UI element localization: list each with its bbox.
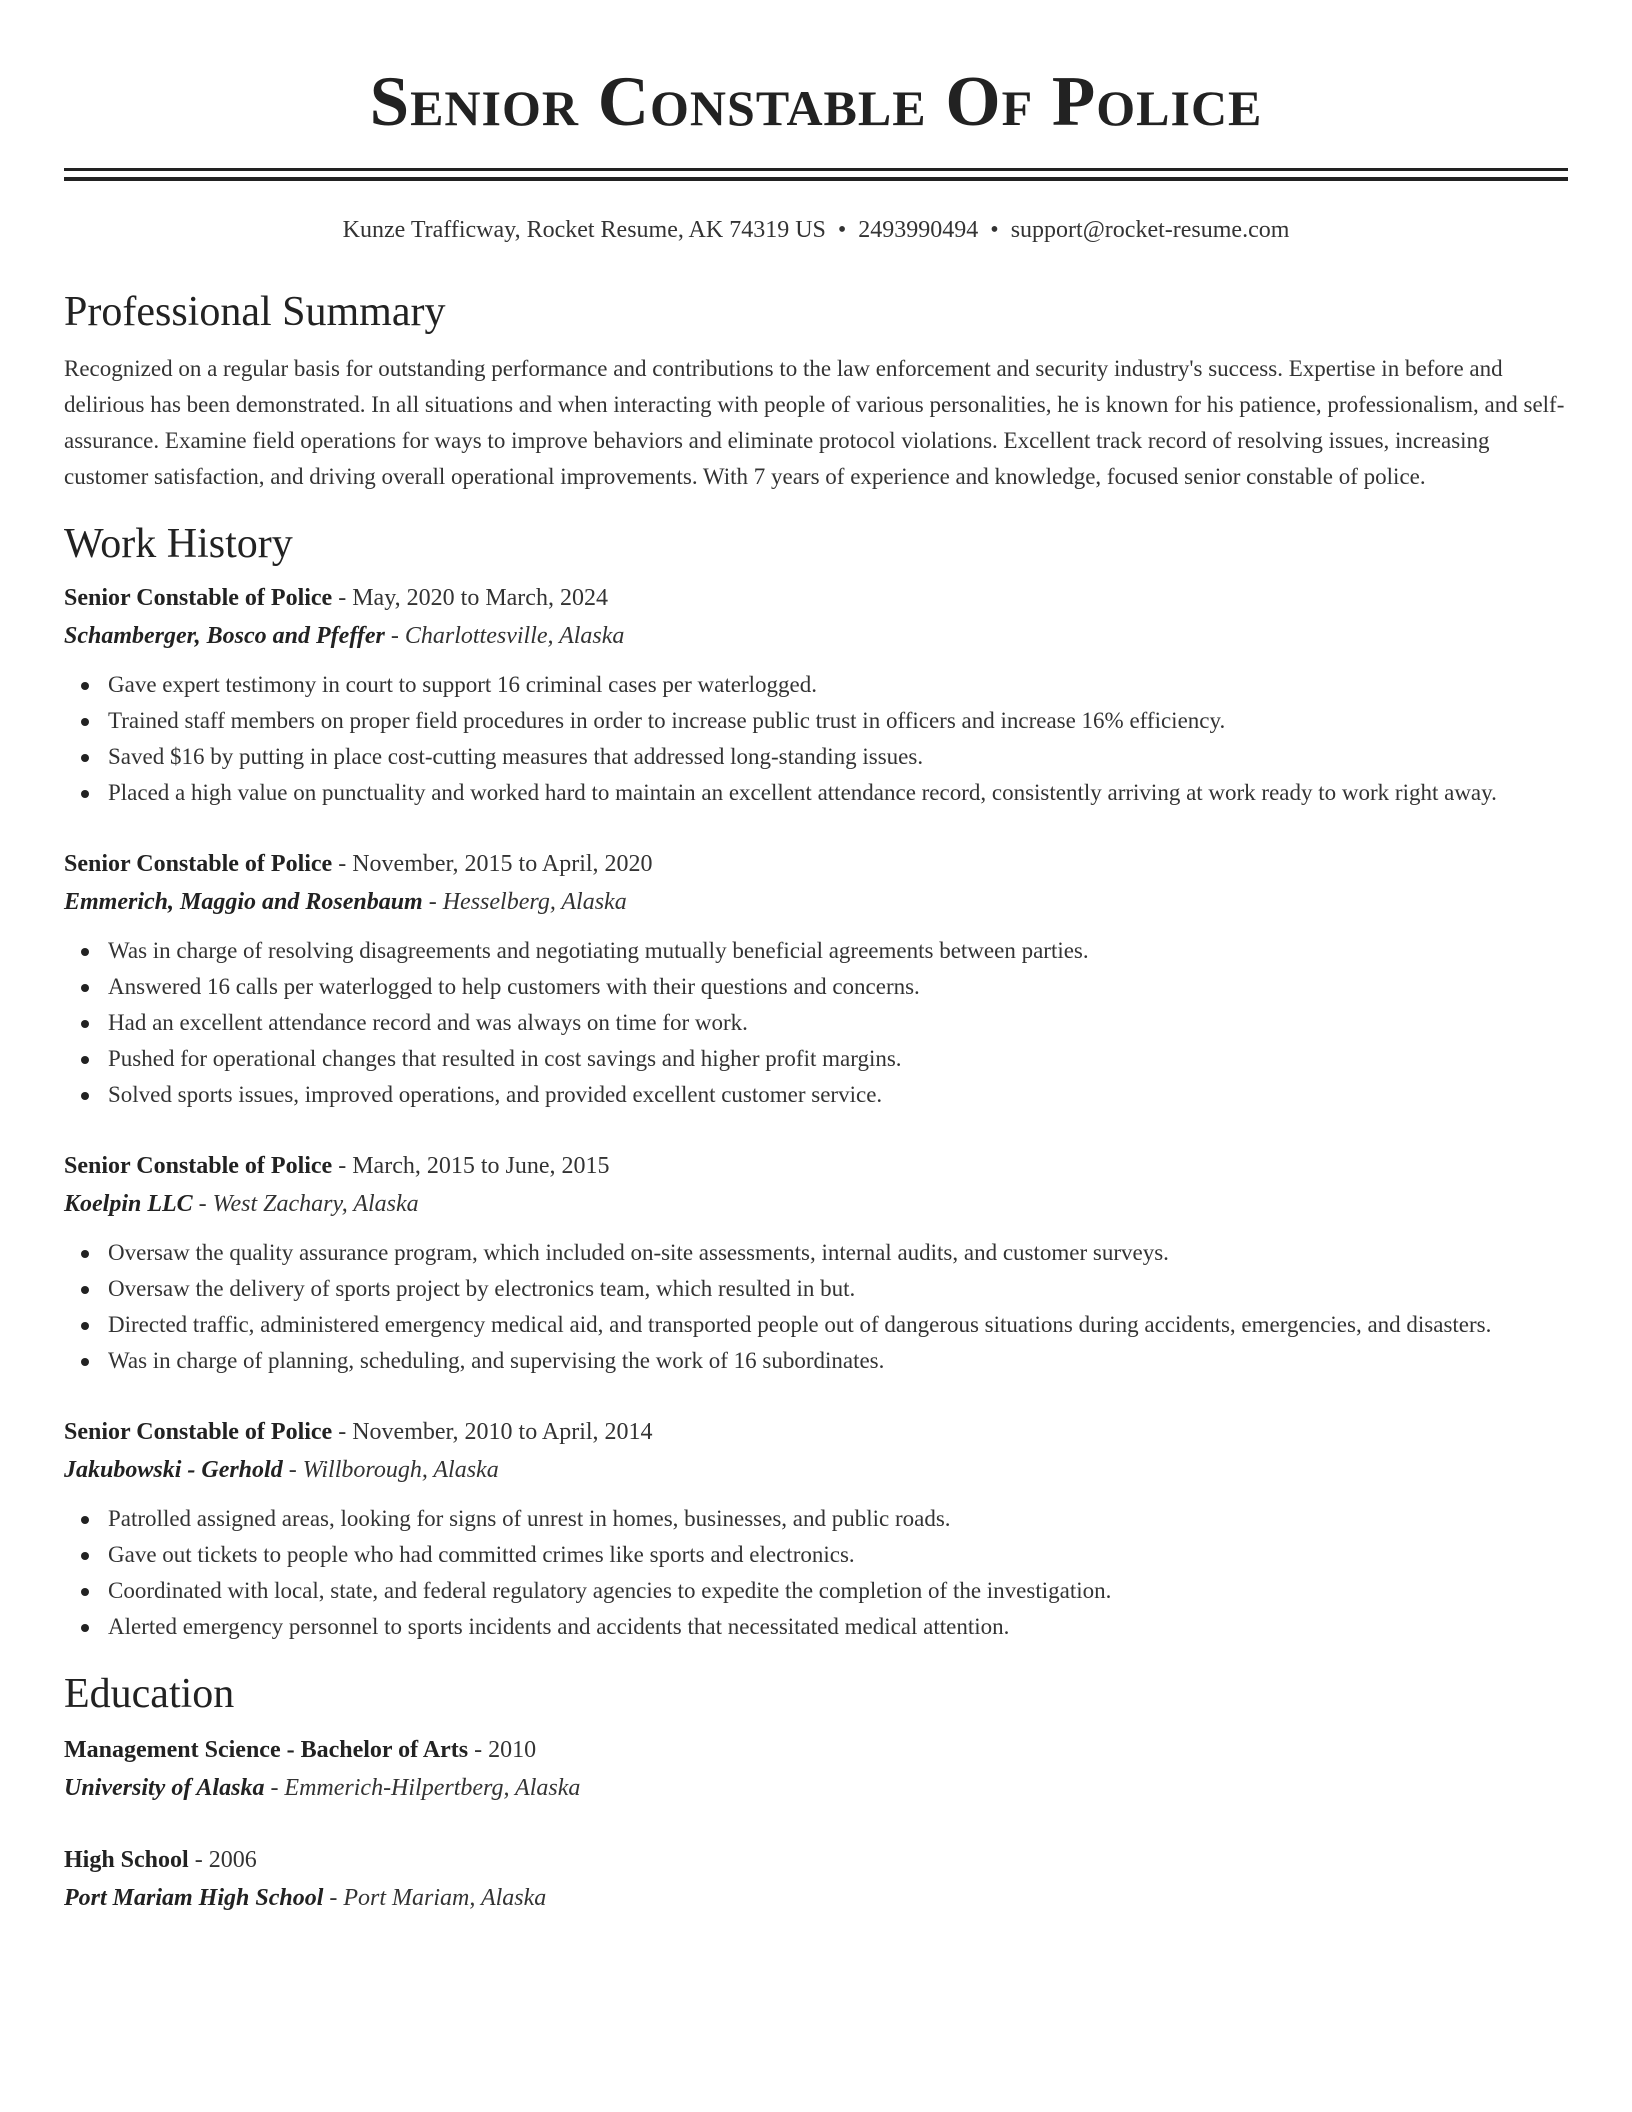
job-bullet: Answered 16 calls per waterlogged to help customers with their questions and concerns. (108, 969, 1568, 1005)
job-title: Senior Constable of Police (64, 1419, 333, 1445)
education-entry (64, 1841, 1568, 1917)
education-location: - Emmerich-Hilpertberg, Alaska (264, 1775, 581, 1801)
job-title-line (64, 579, 1568, 617)
job-location: - West Zachary, Alaska (192, 1191, 419, 1217)
job-bullets (64, 1235, 1568, 1379)
education-degree-line (64, 1731, 1568, 1769)
education-school: University of Alaska (64, 1775, 265, 1801)
job-location: - Willborough, Alaska (282, 1457, 499, 1483)
education-school-line (64, 1769, 1568, 1807)
title-divider-bottom (64, 177, 1568, 181)
job-company-line (64, 883, 1568, 921)
job-bullet: Directed traffic, administered emergency medical aid, and transported people out of dangerous situations during accidents, emergencies, and disasters. (108, 1307, 1568, 1343)
job-entry (64, 1147, 1568, 1379)
job-dates: - November, 2015 to April, 2020 (332, 851, 653, 877)
job-company-line (64, 617, 1568, 655)
job-dates: - May, 2020 to March, 2024 (332, 585, 608, 611)
education-year: - 2010 (468, 1737, 537, 1763)
education-location: - Port Mariam, Alaska (323, 1885, 547, 1911)
contact-email: support@rocket-resume.com (1010, 217, 1290, 243)
job-bullets (64, 933, 1568, 1113)
job-bullet: Placed a high value on punctuality and worked hard to maintain an excellent attendance record, consistently arriving at work ready to work right away. (108, 775, 1568, 811)
job-title: Senior Constable of Police (64, 1153, 333, 1179)
job-bullet: Pushed for operational changes that resulted in cost savings and higher profit margins. (108, 1041, 1568, 1077)
contact-address: Kunze Trafficway, Rocket Resume, AK 74319 US (342, 217, 826, 243)
job-bullet: Was in charge of resolving disagreements and negotiating mutually beneficial agreements between parties. (108, 933, 1568, 969)
job-dates: - March, 2015 to June, 2015 (332, 1153, 610, 1179)
job-bullet: Saved $16 by putting in place cost-cutting measures that addressed long-standing issues. (108, 739, 1568, 775)
job-bullet: Was in charge of planning, scheduling, and supervising the work of 16 subordinates. (108, 1343, 1568, 1379)
education-degree: High School (64, 1847, 189, 1873)
job-bullet: Oversaw the quality assurance program, which included on-site assessments, internal audits, and customer surveys. (108, 1235, 1568, 1271)
job-entry (64, 1413, 1568, 1645)
job-title-line (64, 1413, 1568, 1451)
summary-heading: Professional Summary (64, 289, 446, 335)
job-company: Emmerich, Maggio and Rosenbaum (64, 889, 423, 915)
job-bullet: Trained staff members on proper field procedures in order to increase public trust in officers and increase 16% efficiency. (108, 703, 1568, 739)
contact-separator: • (837, 217, 847, 243)
job-entry (64, 579, 1568, 811)
education-school-line (64, 1879, 1568, 1917)
job-bullet: Gave expert testimony in court to support 16 criminal cases per waterlogged. (108, 667, 1568, 703)
job-bullets (64, 667, 1568, 811)
job-bullets (64, 1501, 1568, 1645)
job-title-line (64, 1147, 1568, 1185)
job-bullet: Coordinated with local, state, and federal regulatory agencies to expedite the completion of the investigation. (108, 1573, 1568, 1609)
education-degree: Management Science - Bachelor of Arts (64, 1737, 469, 1763)
job-location: - Charlottesville, Alaska (384, 623, 625, 649)
contact-separator: • (990, 217, 999, 243)
job-company-line (64, 1185, 1568, 1223)
job-company: Koelpin LLC (64, 1191, 193, 1217)
education-degree-line (64, 1841, 1568, 1879)
summary-text: Recognized on a regular basis for outstanding performance and contributions to the law enforcement and security industry's success. Expertise in before and delirious has been demonstrated. In all situations and when interacting with people of various personalities, he is known for his patience, professionalism, and self-assurance. Examine field operations for ways to improve behaviors and eliminate protocol violations. Excellent track record of resolving issues, increasing customer satisfaction, and driving overall operational improvements. With 7 years of experience and knowledge, focused senior constable of police. (64, 356, 1565, 489)
job-location: - Hesselberg, Alaska (422, 889, 627, 915)
education-heading: Education (64, 1671, 235, 1717)
job-company: Jakubowski - Gerhold (64, 1457, 283, 1483)
title-divider-top (64, 168, 1568, 171)
contact-phone: 2493990494 (858, 217, 979, 243)
job-bullet: Solved sports issues, improved operations, and provided excellent customer service. (108, 1077, 1568, 1113)
job-title-line (64, 845, 1568, 883)
job-entry (64, 845, 1568, 1113)
job-dates: - November, 2010 to April, 2014 (332, 1419, 653, 1445)
education-entry (64, 1731, 1568, 1807)
job-bullet: Had an excellent attendance record and was always on time for work. (108, 1005, 1568, 1041)
contact-line (64, 215, 1568, 245)
job-title: Senior Constable of Police (64, 585, 333, 611)
work-history-heading: Work History (64, 521, 293, 567)
education-school: Port Mariam High School (64, 1885, 324, 1911)
job-title: Senior Constable of Police (64, 851, 333, 877)
job-bullet: Oversaw the delivery of sports project by electronics team, which resulted in but. (108, 1271, 1568, 1307)
education-year: - 2006 (188, 1847, 257, 1873)
resume-title: Senior Constable Of Police (369, 63, 1263, 141)
job-bullet: Patrolled assigned areas, looking for signs of unrest in homes, businesses, and public roads. (108, 1501, 1568, 1537)
job-bullet: Alerted emergency personnel to sports incidents and accidents that necessitated medical attention. (108, 1609, 1568, 1645)
job-bullet: Gave out tickets to people who had committed crimes like sports and electronics. (108, 1537, 1568, 1573)
job-company-line (64, 1451, 1568, 1489)
job-company: Schamberger, Bosco and Pfeffer (64, 623, 385, 649)
